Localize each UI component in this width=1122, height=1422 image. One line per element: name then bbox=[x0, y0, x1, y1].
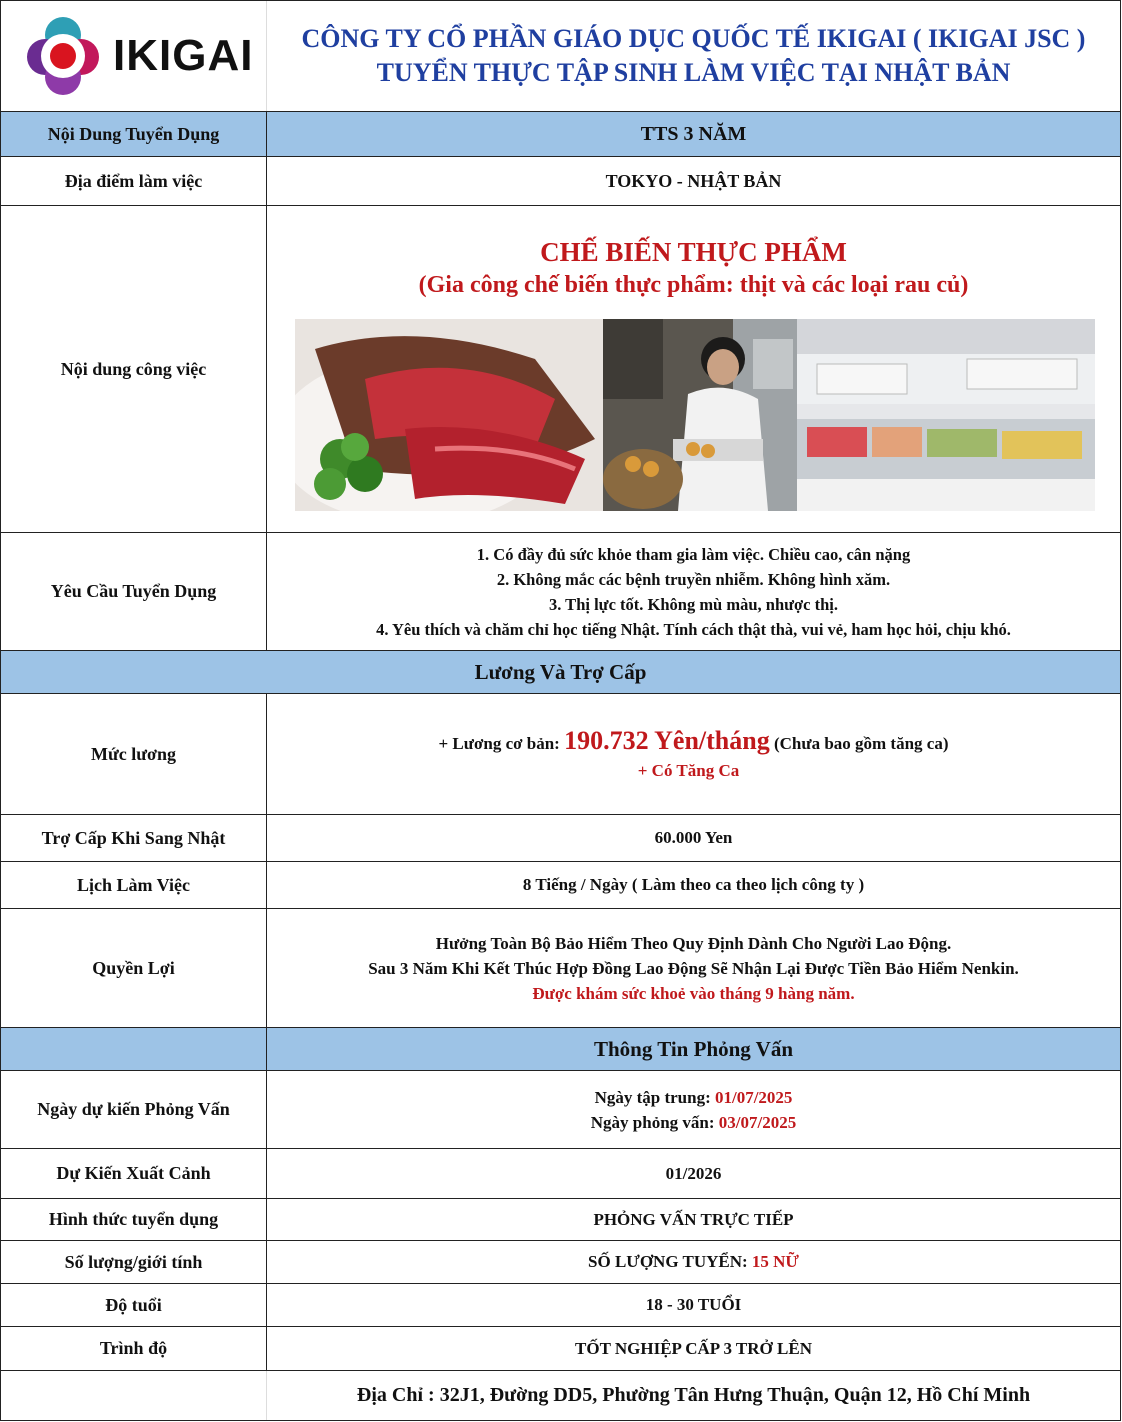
row-job bbox=[1, 206, 1120, 533]
interview-dates-cell bbox=[267, 1071, 1120, 1148]
recruit-title: TUYỂN THỰC TẬP SINH LÀM VIỆC TẠI NHẬT BẢN bbox=[376, 58, 1011, 87]
requirement-item: 2. Không mắc các bệnh truyền nhiễm. Không hình xăm. bbox=[496, 569, 891, 589]
address: Địa Chỉ : 32J1, Đường DD5, Phường Tân Hưng Thuận, Quận 12, Hồ Chí Minh bbox=[356, 1384, 1031, 1406]
value-age: 18 - 30 TUỔI bbox=[645, 1295, 742, 1314]
row-schedule bbox=[1, 862, 1120, 909]
label-allowance: Trợ Cấp Khi Sang Nhật bbox=[1, 815, 267, 861]
company-title: CÔNG TY CỔ PHẦN GIÁO DỤC QUỐC TẾ IKIGAI ( IKIGAI JSC ) bbox=[301, 24, 1086, 53]
address-spacer bbox=[1, 1371, 267, 1420]
row-interview-dates bbox=[1, 1071, 1120, 1149]
salary-cell bbox=[267, 694, 1120, 814]
row-location bbox=[1, 157, 1120, 206]
section-salary bbox=[1, 651, 1120, 694]
value-location: TOKYO - NHẬT BẢN bbox=[605, 170, 782, 191]
section-interview bbox=[1, 1028, 1120, 1071]
row-address bbox=[1, 1371, 1120, 1420]
benefit-item: Hưởng Toàn Bộ Bảo Hiểm Theo Quy Định Dành Cho Người Lao Động. bbox=[435, 933, 952, 953]
label-content: Nội Dung Tuyển Dụng bbox=[1, 112, 267, 156]
value-education: TỐT NGHIỆP CẤP 3 TRỞ LÊN bbox=[575, 1338, 812, 1358]
overtime-note: + Có Tăng Ca bbox=[637, 760, 740, 780]
section-salary-title: Lương Và Trợ Cấp bbox=[474, 659, 647, 684]
label-schedule: Lịch Làm Việc bbox=[1, 862, 267, 908]
interview-prefix: Ngày phỏng vấn: bbox=[590, 1112, 715, 1132]
quantity-line bbox=[588, 1252, 799, 1272]
value-departure: 01/2026 bbox=[665, 1163, 722, 1183]
gather-date: 01/07/2025 bbox=[714, 1087, 793, 1107]
quantity-prefix: SỐ LƯỢNG TUYỂN: bbox=[588, 1252, 748, 1271]
job-cell bbox=[267, 206, 1120, 532]
row-education bbox=[1, 1327, 1120, 1371]
section-interview-title: Thông Tin Phỏng Vấn bbox=[593, 1036, 794, 1061]
label-salary: Mức lương bbox=[1, 694, 267, 814]
meat-photo bbox=[295, 319, 605, 511]
quantity-cell bbox=[267, 1241, 1120, 1283]
label-form: Hình thức tuyển dụng bbox=[1, 1199, 267, 1240]
label-interview: Ngày dự kiến Phỏng Vấn bbox=[1, 1071, 267, 1148]
label-quantity: Số lượng/giới tính bbox=[1, 1241, 267, 1283]
row-age bbox=[1, 1284, 1120, 1327]
salary-line bbox=[438, 726, 948, 759]
gather-prefix: Ngày tập trung: bbox=[594, 1087, 711, 1107]
row-quantity bbox=[1, 1241, 1120, 1284]
label-location: Địa điểm làm việc bbox=[1, 157, 267, 205]
requirements-list bbox=[267, 533, 1120, 650]
brand-name: IKIGAI bbox=[113, 31, 254, 80]
row-departure bbox=[1, 1149, 1120, 1199]
value-schedule: 8 Tiếng / Ngày ( Làm theo ca theo lịch công ty ) bbox=[522, 875, 865, 894]
interview-line bbox=[591, 1110, 796, 1135]
benefit-item: Được khám sức khoẻ vào tháng 9 hàng năm. bbox=[532, 983, 855, 1003]
quantity-value: 15 NỮ bbox=[751, 1252, 799, 1271]
header bbox=[1, 1, 1120, 112]
supermarket-photo bbox=[797, 319, 1095, 511]
requirement-item: 3. Thị lực tốt. Không mù màu, nhược thị. bbox=[548, 594, 839, 614]
header-titles bbox=[267, 1, 1120, 111]
salary-note: (Chưa bao gồm tăng ca) bbox=[773, 733, 949, 753]
benefits-cell bbox=[267, 909, 1120, 1027]
value-allowance: 60.000 Yen bbox=[654, 828, 733, 847]
label-requirements: Yêu Cầu Tuyển Dụng bbox=[1, 533, 267, 650]
value-content: TTS 3 NĂM bbox=[640, 122, 747, 145]
label-job: Nội dung công việc bbox=[1, 206, 267, 532]
label-departure: Dự Kiến Xuất Cảnh bbox=[1, 1149, 267, 1198]
requirement-item: 4. Yêu thích và chăm chỉ học tiếng Nhật. Tính cách thật thà, vui vẻ, ham học hỏi, chịu khó. bbox=[376, 619, 1011, 639]
benefit-item: Sau 3 Năm Khi Kết Thúc Hợp Đồng Lao Động Sẽ Nhận Lại Được Tiền Bảo Hiểm Nenkin. bbox=[368, 958, 1019, 978]
logo bbox=[1, 1, 267, 111]
worker-photo bbox=[603, 319, 799, 511]
requirement-item: 1. Có đầy đủ sức khỏe tham gia làm việc. Chiều cao, cân nặng bbox=[476, 544, 911, 564]
row-allowance bbox=[1, 815, 1120, 862]
row-salary bbox=[1, 694, 1120, 815]
row-requirements bbox=[1, 533, 1120, 651]
interview-date: 03/07/2025 bbox=[718, 1112, 797, 1132]
label-benefits: Quyền Lợi bbox=[1, 909, 267, 1027]
salary-amount: 190.732 Yên/tháng bbox=[564, 725, 770, 755]
job-title: CHẾ BIẾN THỰC PHẨM bbox=[540, 237, 847, 267]
row-form bbox=[1, 1199, 1120, 1241]
row-benefits bbox=[1, 909, 1120, 1028]
label-age: Độ tuổi bbox=[1, 1284, 267, 1326]
gather-line bbox=[595, 1085, 793, 1110]
row-content bbox=[1, 112, 1120, 157]
value-form: PHỎNG VẤN TRỰC TIẾP bbox=[593, 1209, 794, 1229]
ikigai-flower-icon bbox=[25, 15, 101, 97]
salary-prefix: + Lương cơ bản: bbox=[438, 733, 560, 753]
section-interview-spacer bbox=[1, 1028, 267, 1070]
label-education: Trình độ bbox=[1, 1327, 267, 1370]
job-subtitle: (Gia công chế biến thực phẩm: thịt và các loại rau củ) bbox=[418, 272, 969, 298]
